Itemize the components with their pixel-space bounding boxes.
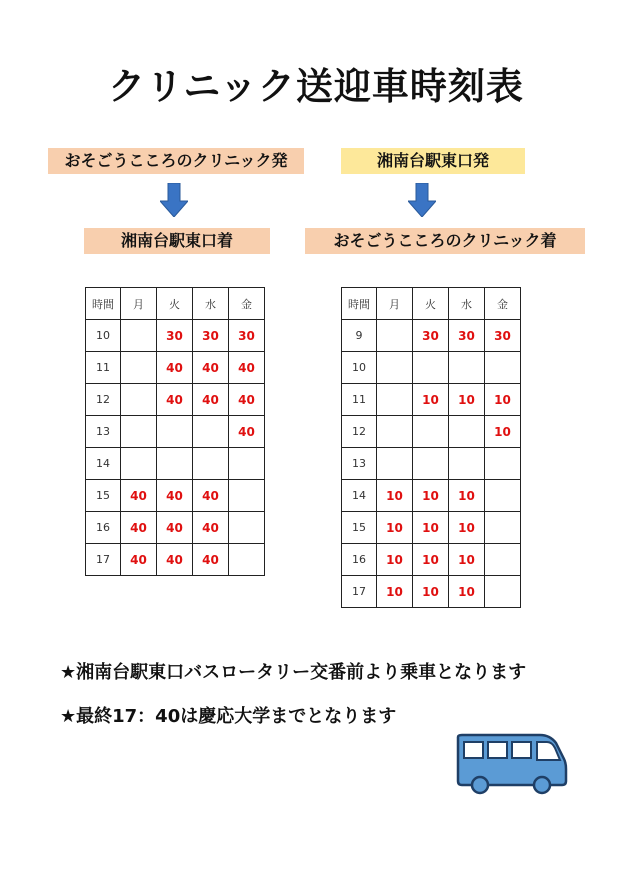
hour-cell: 12 <box>86 384 121 416</box>
time-cell: 10 <box>377 512 413 544</box>
time-cell <box>229 448 265 480</box>
hour-cell: 14 <box>342 480 377 512</box>
table-row <box>86 512 265 544</box>
hour-cell: 13 <box>86 416 121 448</box>
table-header-row <box>86 288 265 320</box>
time-cell <box>121 384 157 416</box>
table-row <box>342 320 521 352</box>
time-cell <box>413 416 449 448</box>
table-header-row <box>342 288 521 320</box>
time-cell: 30 <box>229 320 265 352</box>
header-cell: 月 <box>121 288 157 320</box>
time-cell <box>413 352 449 384</box>
left-destination-label: 湘南台駅東口着 <box>84 228 270 254</box>
time-cell: 10 <box>413 512 449 544</box>
time-cell: 30 <box>193 320 229 352</box>
time-cell <box>449 448 485 480</box>
hour-cell: 11 <box>86 352 121 384</box>
hour-cell: 16 <box>86 512 121 544</box>
time-cell <box>157 448 193 480</box>
last-bus-note: ★最終17：40は慶応大学までとなります <box>60 706 397 727</box>
time-cell: 10 <box>485 416 521 448</box>
arrow-down-icon <box>160 183 188 217</box>
table-row <box>342 448 521 480</box>
hour-cell: 17 <box>86 544 121 576</box>
time-cell <box>485 352 521 384</box>
header-cell: 時間 <box>86 288 121 320</box>
time-cell <box>193 416 229 448</box>
time-cell: 10 <box>413 576 449 608</box>
header-cell: 水 <box>449 288 485 320</box>
time-cell <box>485 544 521 576</box>
time-cell: 10 <box>413 384 449 416</box>
time-cell: 10 <box>377 576 413 608</box>
table-row <box>86 448 265 480</box>
time-cell: 40 <box>121 512 157 544</box>
time-cell: 40 <box>229 416 265 448</box>
header-cell: 水 <box>193 288 229 320</box>
time-cell: 30 <box>485 320 521 352</box>
page-title: クリニック送迎車時刻表 <box>108 65 524 108</box>
header-cell: 火 <box>413 288 449 320</box>
hour-cell: 14 <box>86 448 121 480</box>
time-cell <box>449 352 485 384</box>
time-cell: 10 <box>449 512 485 544</box>
arrow-down-icon <box>408 183 436 217</box>
time-cell: 40 <box>157 352 193 384</box>
time-cell <box>229 480 265 512</box>
hour-cell: 9 <box>342 320 377 352</box>
time-cell: 40 <box>193 512 229 544</box>
time-cell: 10 <box>377 480 413 512</box>
time-cell: 40 <box>157 480 193 512</box>
time-cell <box>413 448 449 480</box>
time-cell <box>377 352 413 384</box>
time-cell <box>485 480 521 512</box>
table-row <box>86 416 265 448</box>
time-cell: 40 <box>157 512 193 544</box>
time-cell: 40 <box>121 544 157 576</box>
time-cell: 10 <box>449 544 485 576</box>
time-cell: 40 <box>229 384 265 416</box>
header-cell: 火 <box>157 288 193 320</box>
time-cell <box>485 576 521 608</box>
hour-cell: 15 <box>342 512 377 544</box>
time-cell <box>377 448 413 480</box>
table-row <box>342 512 521 544</box>
time-cell <box>121 320 157 352</box>
time-cell <box>485 512 521 544</box>
time-cell <box>449 416 485 448</box>
time-cell <box>193 448 229 480</box>
hour-cell: 10 <box>342 352 377 384</box>
hour-cell: 16 <box>342 544 377 576</box>
left-origin-label: おそごうこころのクリニック発 <box>48 148 304 174</box>
time-cell: 10 <box>485 384 521 416</box>
table-row <box>342 352 521 384</box>
hour-cell: 11 <box>342 384 377 416</box>
table-row <box>342 416 521 448</box>
header-cell: 時間 <box>342 288 377 320</box>
time-cell <box>377 320 413 352</box>
time-cell <box>121 352 157 384</box>
time-cell <box>121 448 157 480</box>
time-cell: 30 <box>413 320 449 352</box>
time-cell: 40 <box>193 384 229 416</box>
hour-cell: 10 <box>86 320 121 352</box>
table-row <box>86 352 265 384</box>
time-cell: 10 <box>449 576 485 608</box>
time-cell <box>157 416 193 448</box>
right-timetable <box>341 287 521 608</box>
time-cell: 40 <box>157 384 193 416</box>
table-row <box>342 384 521 416</box>
table-row <box>342 576 521 608</box>
table-row <box>86 480 265 512</box>
time-cell: 10 <box>413 480 449 512</box>
hour-cell: 13 <box>342 448 377 480</box>
time-cell: 30 <box>157 320 193 352</box>
time-cell <box>121 416 157 448</box>
time-cell: 40 <box>193 544 229 576</box>
time-cell: 40 <box>193 352 229 384</box>
hour-cell: 12 <box>342 416 377 448</box>
time-cell: 10 <box>449 384 485 416</box>
time-cell: 40 <box>193 480 229 512</box>
time-cell <box>229 544 265 576</box>
hour-cell: 17 <box>342 576 377 608</box>
time-cell: 40 <box>229 352 265 384</box>
bus-icon <box>454 733 568 795</box>
table-row <box>342 544 521 576</box>
left-timetable <box>85 287 265 576</box>
header-cell: 金 <box>485 288 521 320</box>
time-cell: 10 <box>377 544 413 576</box>
table-row <box>342 480 521 512</box>
time-cell <box>485 448 521 480</box>
time-cell <box>377 416 413 448</box>
time-cell <box>377 384 413 416</box>
table-row <box>86 320 265 352</box>
time-cell: 40 <box>157 544 193 576</box>
header-cell: 月 <box>377 288 413 320</box>
right-origin-label: 湘南台駅東口発 <box>341 148 525 174</box>
time-cell: 40 <box>121 480 157 512</box>
header-cell: 金 <box>229 288 265 320</box>
time-cell <box>229 512 265 544</box>
table-row <box>86 544 265 576</box>
time-cell: 30 <box>449 320 485 352</box>
hour-cell: 15 <box>86 480 121 512</box>
boarding-note: ★湘南台駅東口バスロータリー交番前より乗車となります <box>60 662 527 683</box>
time-cell: 10 <box>413 544 449 576</box>
right-destination-label: おそごうこころのクリニック着 <box>305 228 585 254</box>
time-cell: 10 <box>449 480 485 512</box>
table-row <box>86 384 265 416</box>
